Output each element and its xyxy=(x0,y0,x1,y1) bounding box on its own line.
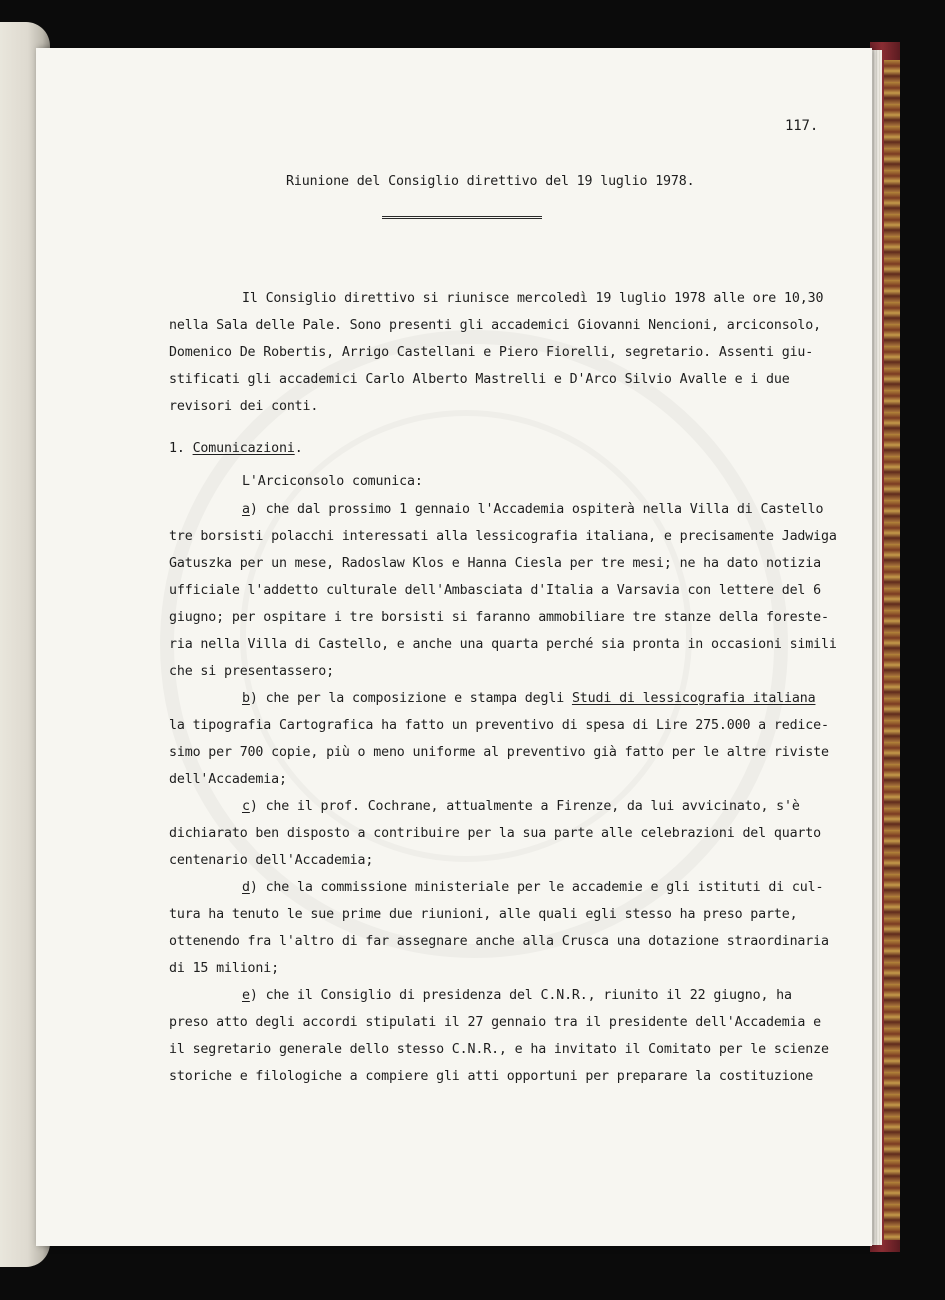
intro-line: nella Sala delle Pale. Sono presenti gli accademici Giovanni Nencioni, arciconsolo, xyxy=(169,318,821,333)
item-a-line: ufficiale l'addetto culturale dell'Ambasciata d'Italia a Varsavia con lettere del 6 xyxy=(169,583,821,598)
item-letter: e xyxy=(242,988,250,1003)
item-b-first xyxy=(242,691,815,706)
lead-line: L'Arciconsolo comunica: xyxy=(242,474,423,489)
item-d-first xyxy=(242,880,823,895)
item-text: ) che dal prossimo 1 gennaio l'Accademia ospiterà nella Villa di Castello xyxy=(249,502,824,517)
item-text: ) che il prof. Cochrane, attualmente a Firenze, da lui avvicinato, s'è xyxy=(249,799,800,814)
journal-title: Studi di lessicografia italiana xyxy=(571,691,816,706)
item-d-line: di 15 milioni; xyxy=(169,961,279,976)
page-number: 117. xyxy=(785,118,819,134)
intro-line: Domenico De Robertis, Arrigo Castellani e Piero Fiorelli, segretario. Assenti giu- xyxy=(169,345,814,360)
section-number: 1. xyxy=(169,441,193,456)
page-title: Riunione del Consiglio direttivo del 19 luglio 1978. xyxy=(286,174,695,189)
item-letter: a xyxy=(242,502,250,517)
item-c-first xyxy=(242,799,800,814)
item-a-line: Gatuszka per un mese, Radoslaw Klos e Hanna Ciesla per tre mesi; ne ha dato notizia xyxy=(169,556,821,571)
marbled-edge xyxy=(884,60,900,1240)
title-underline-2 xyxy=(382,218,542,219)
item-letter: d xyxy=(242,880,250,895)
item-e-line: storiche e filologiche a compiere gli atti opportuni per preparare la costituzione xyxy=(169,1069,814,1084)
item-text: ) che il Consiglio di presidenza del C.N.R., riunito il 22 giugno, ha xyxy=(249,988,792,1003)
item-c-line: centenario dell'Accademia; xyxy=(169,853,374,868)
intro-line: stificati gli accademici Carlo Alberto Mastrelli e D'Arco Silvio Avalle e i due xyxy=(169,372,790,387)
item-a-first xyxy=(242,502,823,517)
item-e-line: il segretario generale dello stesso C.N.R., e ha invitato il Comitato per le scienze xyxy=(169,1042,829,1057)
item-a-line: che si presentassero; xyxy=(169,664,334,679)
section-title: Comunicazioni xyxy=(192,441,295,456)
item-a-line: tre borsisti polacchi interessati alla lessicografia italiana, e precisamente Jadwiga xyxy=(169,529,837,544)
item-a-line: giugno; per ospitare i tre borsisti si faranno ammobiliare tre stanze della foreste- xyxy=(169,610,829,625)
item-text: ) che per la composizione e stampa degli xyxy=(249,691,572,706)
item-a-line: ria nella Villa di Castello, e anche una quarta perché sia pronta in occasioni simili xyxy=(169,637,837,652)
item-b-line: simo per 700 copie, più o meno uniforme al preventivo già fatto per le altre riviste xyxy=(169,745,829,760)
section-heading xyxy=(169,441,303,456)
intro-line: Il Consiglio direttivo si riunisce mercoledì 19 luglio 1978 alle ore 10,30 xyxy=(242,291,824,306)
item-d-line: ottenendo fra l'altro di far assegnare anche alla Crusca una dotazione straordinaria xyxy=(169,934,829,949)
item-e-first xyxy=(242,988,792,1003)
item-c-line: dichiarato ben disposto a contribuire per la sua parte alle celebrazioni del quarto xyxy=(169,826,821,841)
item-b-line: la tipografia Cartografica ha fatto un preventivo di spesa di Lire 275.000 a redice- xyxy=(169,718,829,733)
intro-line: revisori dei conti. xyxy=(169,399,319,414)
item-e-line: preso atto degli accordi stipulati il 27 gennaio tra il presidente dell'Accademia e xyxy=(169,1015,821,1030)
item-letter: b xyxy=(242,691,250,706)
title-underline xyxy=(382,216,542,217)
item-d-line: tura ha tenuto le sue prime due riunioni, alle quali egli stesso ha preso parte, xyxy=(169,907,798,922)
item-b-line: dell'Accademia; xyxy=(169,772,287,787)
item-letter: c xyxy=(242,799,250,814)
item-text: ) che la commissione ministeriale per le accademie e gli istituti di cul- xyxy=(249,880,824,895)
section-dot: . xyxy=(294,441,303,456)
